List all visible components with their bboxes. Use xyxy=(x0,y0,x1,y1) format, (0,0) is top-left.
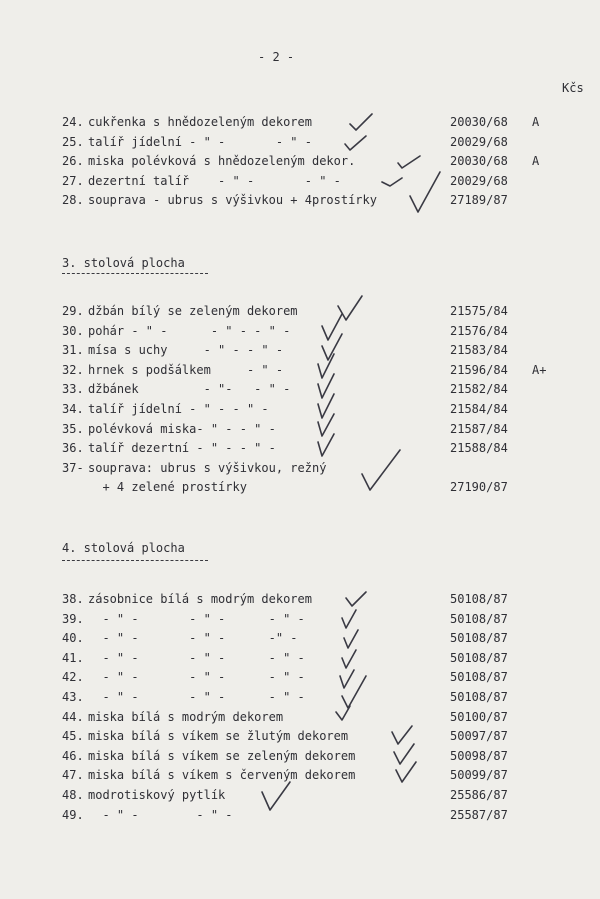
item-row xyxy=(62,786,592,804)
item-code: 50097/87 xyxy=(450,729,508,744)
item-code: 21582/84 xyxy=(450,382,508,397)
item-row xyxy=(62,590,592,608)
item-number: 35. xyxy=(62,421,84,436)
section-heading-3: 3. stolová plocha xyxy=(62,256,185,270)
item-number: 27. xyxy=(62,173,84,188)
section-underline-4 xyxy=(62,560,208,561)
item-mark: A xyxy=(532,154,540,168)
item-row xyxy=(62,133,592,151)
item-row xyxy=(62,708,592,726)
item-description: souprava: ubrus s výšivkou, režný xyxy=(88,460,327,475)
item-number: 49. xyxy=(62,807,84,822)
item-code: 50108/87 xyxy=(450,650,508,665)
item-row xyxy=(62,302,592,320)
item-row xyxy=(62,629,592,647)
item-number: 24. xyxy=(62,115,84,129)
item-code: 50098/87 xyxy=(450,748,508,763)
item-description: talíř dezertní - " - - " - xyxy=(88,441,276,456)
item-code: 25587/87 xyxy=(450,807,508,822)
item-number: 32. xyxy=(62,362,84,377)
item-row xyxy=(62,191,592,209)
item-description: - " - - " - - " - xyxy=(88,690,305,704)
item-description: džbán bílý se zeleným dekorem xyxy=(88,304,298,318)
item-mark: A+ xyxy=(532,362,547,377)
item-description: modrotiskový pytlík xyxy=(88,788,226,802)
item-row xyxy=(62,420,592,438)
item-description: + 4 zelené prostírky xyxy=(88,480,247,495)
item-code: 27189/87 xyxy=(450,193,508,207)
item-number: 29. xyxy=(62,304,84,318)
item-description: džbánek - "- - " - xyxy=(88,382,291,397)
item-number: 39. xyxy=(62,611,84,626)
item-code: 21587/84 xyxy=(450,421,508,436)
item-row xyxy=(62,172,592,190)
section-heading-4: 4. stolová plocha xyxy=(62,541,185,555)
page-number: - 2 - xyxy=(258,50,295,64)
item-code: 27190/87 xyxy=(450,480,508,495)
currency-header: Kčs xyxy=(562,81,584,95)
item-number: 44. xyxy=(62,709,84,724)
item-description: - " - - " - - " - xyxy=(88,650,305,665)
item-code: 20030/68 xyxy=(450,154,508,168)
item-row xyxy=(62,322,592,340)
item-row xyxy=(62,400,592,418)
item-description: miska bílá s modrým dekorem xyxy=(88,709,284,724)
item-number: 47. xyxy=(62,768,84,783)
item-description: miska polévková s hnědozeleným dekor. xyxy=(88,154,356,168)
item-row xyxy=(62,478,592,496)
item-description: talíř jídelní - " - - " - xyxy=(88,134,312,149)
item-description: - " - - " - -" - xyxy=(88,631,298,646)
item-row xyxy=(62,668,592,686)
item-description: miska bílá s víkem se žlutým dekorem xyxy=(88,729,349,744)
item-number: 46. xyxy=(62,748,84,763)
item-code: 50100/87 xyxy=(450,709,508,724)
item-mark: A xyxy=(532,115,540,129)
item-row xyxy=(62,806,592,824)
item-description: mísa s uchy - " - - " - xyxy=(88,343,284,358)
item-row xyxy=(62,459,592,477)
item-description: - " - - " - - " - xyxy=(88,670,305,685)
item-description: pohár - " - - " - - " - xyxy=(88,323,291,338)
item-number: 31. xyxy=(62,343,84,358)
item-number: 36. xyxy=(62,441,84,456)
item-description: hrnek s podšálkem - " - xyxy=(88,362,284,377)
item-number: 28. xyxy=(62,193,84,207)
item-description: - " - - " - - " - xyxy=(88,611,305,626)
item-description: talíř jídelní - " - - " - xyxy=(88,402,269,416)
item-number: 38. xyxy=(62,592,84,606)
item-code: 20029/68 xyxy=(450,173,508,188)
item-row xyxy=(62,341,592,359)
item-description: cukřenka s hnědozeleným dekorem xyxy=(88,115,312,129)
item-row xyxy=(62,152,592,170)
item-row xyxy=(62,113,592,131)
item-row xyxy=(62,439,592,457)
item-row xyxy=(62,766,592,784)
item-code: 20030/68 xyxy=(450,115,508,129)
item-description: miska bílá s víkem s červeným dekorem xyxy=(88,768,356,783)
item-code: 50099/87 xyxy=(450,768,508,783)
item-number: 25. xyxy=(62,134,84,149)
item-code: 21575/84 xyxy=(450,304,508,318)
item-description: zásobnice bílá s modrým dekorem xyxy=(88,592,312,606)
item-code: 21583/84 xyxy=(450,343,508,358)
item-code: 21596/84 xyxy=(450,362,508,377)
item-code: 25586/87 xyxy=(450,788,508,802)
item-number: 26. xyxy=(62,154,84,168)
item-number: 41. xyxy=(62,650,84,665)
item-row xyxy=(62,380,592,398)
item-description: - " - - " - xyxy=(88,807,233,822)
item-description: souprava - ubrus s výšivkou + 4prostírky xyxy=(88,193,377,207)
item-row xyxy=(62,649,592,667)
item-number: 40. xyxy=(62,631,84,646)
item-code: 50108/87 xyxy=(450,690,508,704)
item-number: 37- xyxy=(62,460,84,475)
item-code: 50108/87 xyxy=(450,592,508,606)
item-code: 21584/84 xyxy=(450,402,508,416)
item-description: dezertní talíř - " - - " - xyxy=(88,173,341,188)
item-row xyxy=(62,727,592,745)
item-code: 21588/84 xyxy=(450,441,508,456)
item-number: 30. xyxy=(62,323,84,338)
item-code: 50108/87 xyxy=(450,611,508,626)
item-number: 33. xyxy=(62,382,84,397)
item-number: 43. xyxy=(62,690,84,704)
item-description: miska bílá s víkem se zeleným dekorem xyxy=(88,748,356,763)
item-code: 50108/87 xyxy=(450,670,508,685)
item-number: 48. xyxy=(62,788,84,802)
item-row xyxy=(62,688,592,706)
item-description: polévková miska- " - - " - xyxy=(88,421,276,436)
item-code: 20029/68 xyxy=(450,134,508,149)
item-number: 34. xyxy=(62,402,84,416)
item-number: 45. xyxy=(62,729,84,744)
section-underline-3 xyxy=(62,273,208,274)
item-row xyxy=(62,361,592,379)
item-row xyxy=(62,610,592,628)
item-row xyxy=(62,747,592,765)
item-number: 42. xyxy=(62,670,84,685)
item-code: 50108/87 xyxy=(450,631,508,646)
item-code: 21576/84 xyxy=(450,323,508,338)
